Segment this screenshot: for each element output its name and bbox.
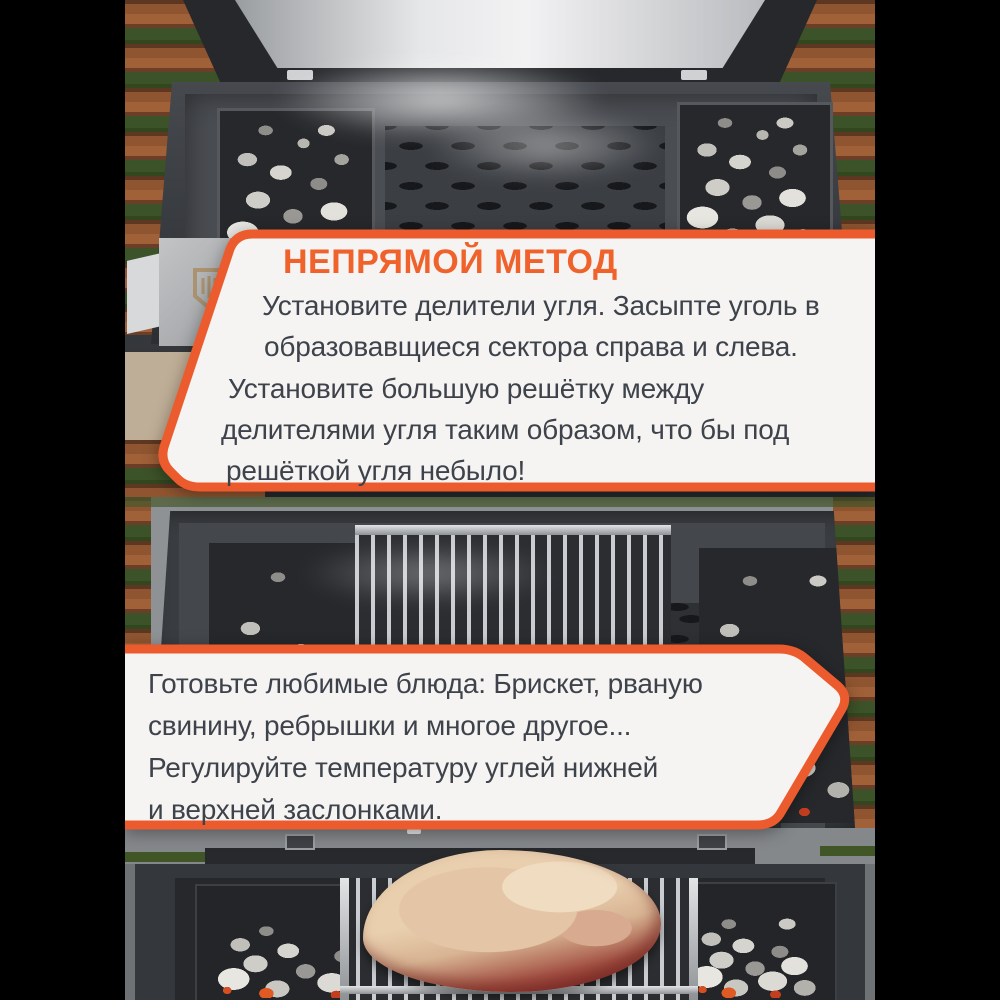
card2-line: свинину, ребрышки и многое другое...: [148, 710, 632, 741]
grate-front-rail: [355, 525, 671, 535]
card1-title: НЕПРЯМОЙ МЕТОД: [283, 243, 618, 281]
grass-strip: [125, 497, 875, 507]
grass-strip-right: [820, 846, 875, 856]
grate-rail-right: [689, 878, 698, 1000]
lid-hinge-right: [681, 70, 707, 80]
photo-band: [125, 0, 875, 1000]
photo-meat-on-grate: [125, 828, 875, 1000]
grill-body-top: [135, 864, 865, 1000]
card2-line: Регулируйте температуру углей нижней: [148, 752, 659, 783]
card2-line: и верхней заслонками.: [148, 794, 443, 825]
lid-hinge-left: [285, 834, 315, 850]
charcoal-tray-right: [681, 882, 837, 1000]
grill-chamber: [175, 878, 825, 1000]
card1-line: образовавщиеся сектора справа и слева.: [264, 331, 798, 362]
card1-line: Установите делители угля. Засыпте уголь в: [262, 290, 820, 321]
charcoal-right: [685, 914, 831, 998]
brisket-meat: [363, 850, 661, 992]
lid-hinge-right: [697, 834, 727, 850]
card1-line: делителями угля таким образом, что бы под: [221, 414, 790, 445]
card2-line: Готовьте любимые блюда: Брискет, рваную: [148, 668, 703, 699]
smoke: [299, 543, 559, 603]
grate-rail-left: [340, 878, 349, 1000]
grass-strip-left: [125, 852, 210, 862]
card1-line: решёткой угля небыло!: [226, 455, 526, 486]
card1-line: Установите большую решётку между: [228, 373, 705, 404]
smoke: [425, 110, 665, 180]
